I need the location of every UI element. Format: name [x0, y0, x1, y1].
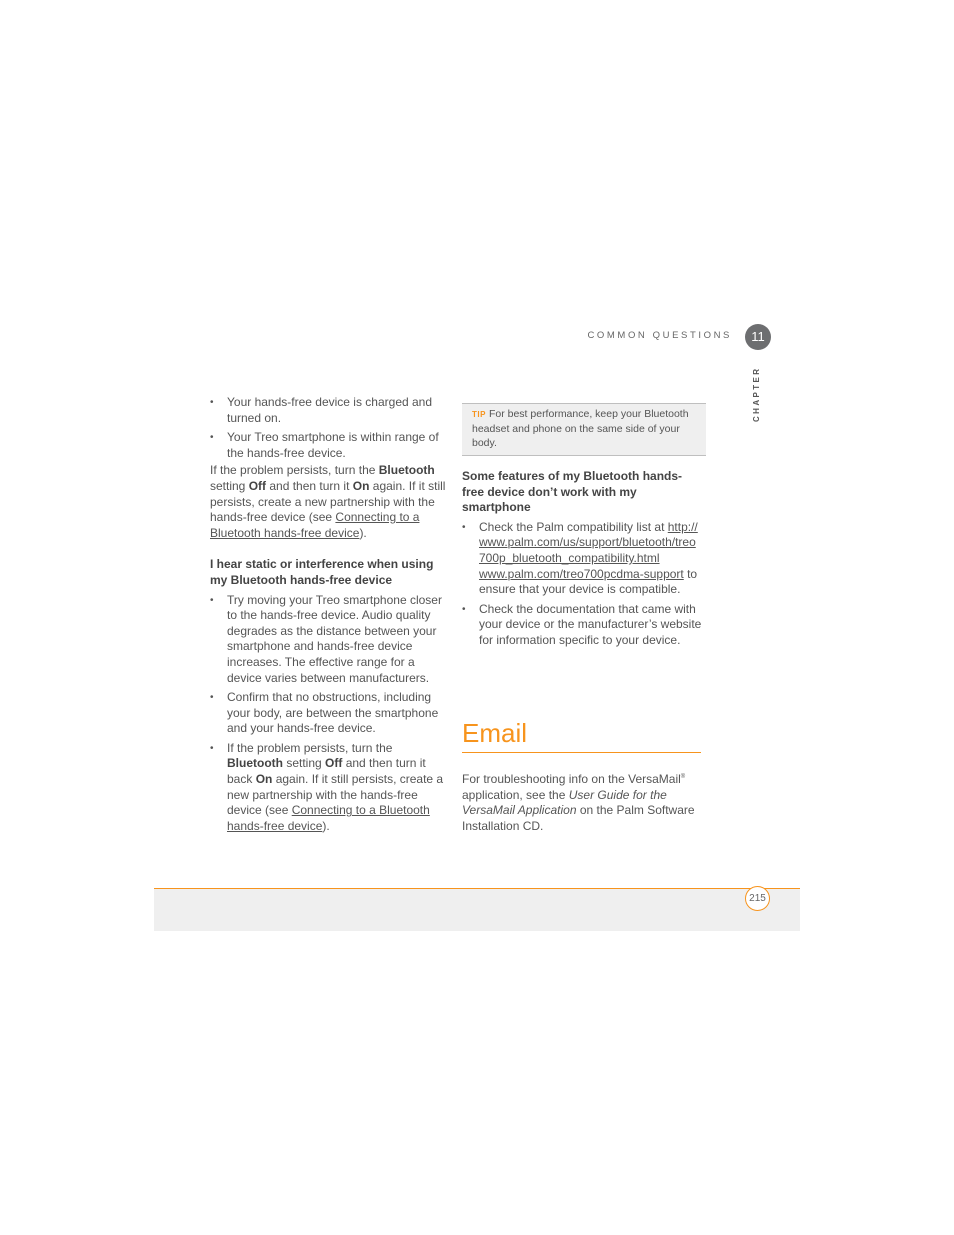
troubleshoot-paragraph: If the problem persists, turn the Bluetooth setting Off and then turn it On again. If it still persists, create a new partnership with the hands-free device (see Connecting to a Bluetooth hands-free device). — [210, 463, 446, 540]
tip-label: TIP — [472, 410, 486, 419]
connecting-bluetooth-link[interactable]: Connecting to a Bluetooth hands-free device — [210, 510, 420, 540]
bullet-list-features — [462, 520, 702, 649]
running-header: COMMON QUESTIONS — [587, 330, 732, 341]
tip-box — [462, 403, 706, 456]
left-column — [210, 395, 448, 838]
list-item: • Try moving your Treo smartphone closer to the hands-free device. Audio quality degrades as the distance between your smartphone and hands-free device increases. The effective range for a device varies between manufacturers. — [210, 593, 448, 687]
email-paragraph: For troubleshooting info on the VersaMail® application, see the User Guide for the VersaMail Application on the Palm Software Installation CD. — [462, 772, 695, 833]
list-item: • Your hands-free device is charged and turned on. — [210, 395, 448, 426]
palm-compatibility-link[interactable]: http://www.palm.com/us/support/bluetooth/treo700p_bluetooth_compatibility.html — [479, 519, 698, 565]
tip-text: For best performance, keep your Bluetooth headset and phone on the same side of your body. — [472, 408, 689, 449]
footer-band — [154, 888, 800, 931]
section-title-email: Email — [462, 718, 528, 748]
palm-support-link[interactable]: www.palm.com/treo700pcdma-support — [479, 566, 684, 581]
list-item: • If the problem persists, turn the Bluetooth setting Off and then turn it back On again. If it still persists, create a new partnership with the hands-free device (see Connecting to a Bluetooth hands-free device). — [210, 741, 448, 835]
list-item: • Check the documentation that came with your device or the manufacturer’s website for information specific to your device. — [462, 602, 702, 649]
section-divider — [462, 752, 701, 753]
question-heading-static: I hear static or interference when using my Bluetooth hands-free device — [210, 557, 434, 587]
chapter-label-vertical: CHAPTER — [752, 366, 761, 422]
chapter-number-badge: 11 — [745, 324, 771, 350]
question-heading-features: Some features of my Bluetooth hands-free device don’t work with my smartphone — [462, 469, 683, 515]
list-item: • Confirm that no obstructions, including your body, are between the smartphone and your hands-free device. — [210, 690, 448, 737]
list-item: • Your Treo smartphone is within range of the hands-free device. — [210, 430, 448, 461]
bullet-list-top — [210, 395, 448, 461]
page-number: 215 — [745, 886, 770, 911]
bullet-list-static — [210, 593, 448, 835]
list-item: • Check the Palm compatibility list at http://www.palm.com/us/support/bluetooth/treo700p_bluetooth_compatibility.html www.palm.com/treo700pcdma-support to ensure that your device is compatible. — [462, 520, 702, 598]
connecting-bluetooth-link[interactable]: Connecting to a Bluetooth hands-free device — [227, 803, 430, 833]
right-column — [462, 469, 702, 653]
